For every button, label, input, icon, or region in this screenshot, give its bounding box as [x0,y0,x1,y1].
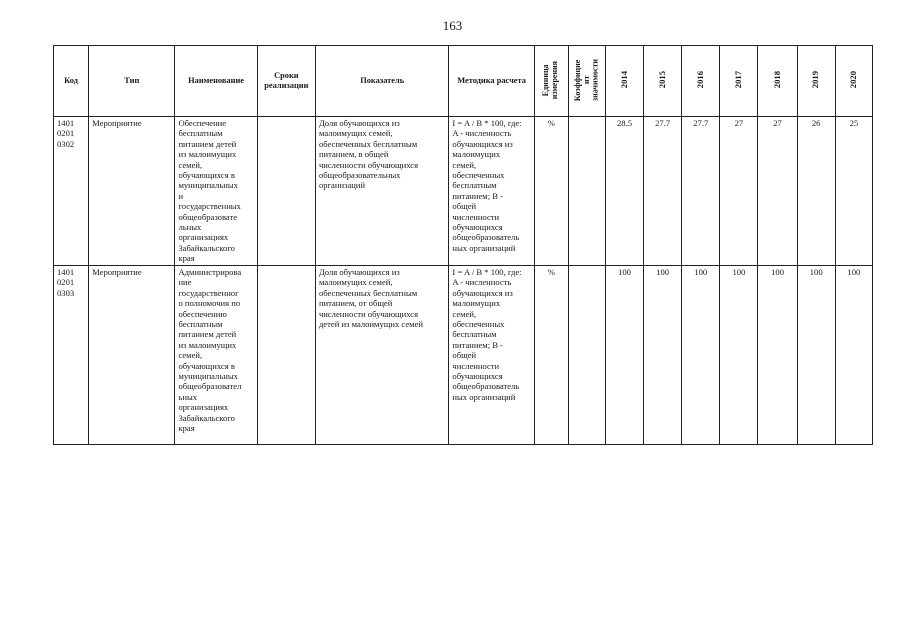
cell-coef [568,266,605,445]
cell-value-2014: 28.5 [605,117,643,266]
cell-type: Мероприятие [89,117,175,266]
cell-type: Мероприятие [89,266,175,445]
cell-method: I = A / B * 100, где: A - численность обучающихся из малоимущих семей, обеспеченных бесплатным питанием; B - общей численности обучающихся общеобразователь ных организаций [449,266,534,445]
header-type: Тип [89,46,175,117]
header-year-2015: 2015 [644,46,682,117]
cell-indicator: Доля обучающихся из малоимущих семей, обеспеченных бесплатным питанием, от общей численности обучающихся детей из малоимущих семей [315,266,448,445]
header-row [54,46,873,117]
header-method: Методика расчета [449,46,534,117]
header-year-2019: 2019 [797,46,835,117]
table-row [54,266,873,445]
header-year-2018: 2018 [758,46,797,117]
cell-value-2016: 100 [682,266,720,445]
cell-value-2014: 100 [605,266,643,445]
cell-coef [568,117,605,266]
cell-value-2016: 27.7 [682,117,720,266]
cell-value-2018: 100 [758,266,797,445]
cell-value-2020: 25 [835,117,872,266]
cell-value-2019: 26 [797,117,835,266]
cell-unit: % [534,117,568,266]
header-year-2014: 2014 [605,46,643,117]
cell-method: I = A / B * 100, где: A - численность обучающихся из малоимущих семей, обеспеченных бесплатным питанием; B - общей численности обучающихся общеобразователь ных организаций [449,117,534,266]
cell-value-2018: 27 [758,117,797,266]
header-coef: Коэффицие нт значимости [568,46,605,117]
cell-name: Обеспечение бесплатным питанием детей из малоимущих семей, обучающихся в муниципальных и государственных общеобразовате льных организациях Забайкальского края [175,117,257,266]
cell-value-2015: 100 [644,266,682,445]
header-year-2017: 2017 [720,46,758,117]
table-row [54,117,873,266]
header-indicator: Показатель [315,46,448,117]
cell-value-2019: 100 [797,266,835,445]
cell-unit: % [534,266,568,445]
cell-value-2020: 100 [835,266,872,445]
header-name: Наименование [175,46,257,117]
header-year-2020: 2020 [835,46,872,117]
cell-value-2015: 27.7 [644,117,682,266]
cell-terms [257,117,315,266]
header-unit: Единица измерения [534,46,568,117]
program-table [53,45,873,445]
cell-value-2017: 100 [720,266,758,445]
cell-name: Администрирова ние государственног о полномочия по обеспечению бесплатным питанием детей из малоимущих семей, обучающихся в муниципальных общеобразовател ьных организациях Забайкальского края [175,266,257,445]
header-year-2016: 2016 [682,46,720,117]
cell-terms [257,266,315,445]
cell-indicator: Доля обучающихся из малоимущих семей, обеспеченных бесплатным питанием, в общей численности обучающихся общеобразовательных организаций [315,117,448,266]
header-code: Код [54,46,89,117]
cell-code: 1401 0201 0303 [54,266,89,445]
page-number: 163 [442,18,463,33]
header-terms: Сроки реализации [257,46,315,117]
cell-code: 1401 0201 0302 [54,117,89,266]
cell-value-2017: 27 [720,117,758,266]
